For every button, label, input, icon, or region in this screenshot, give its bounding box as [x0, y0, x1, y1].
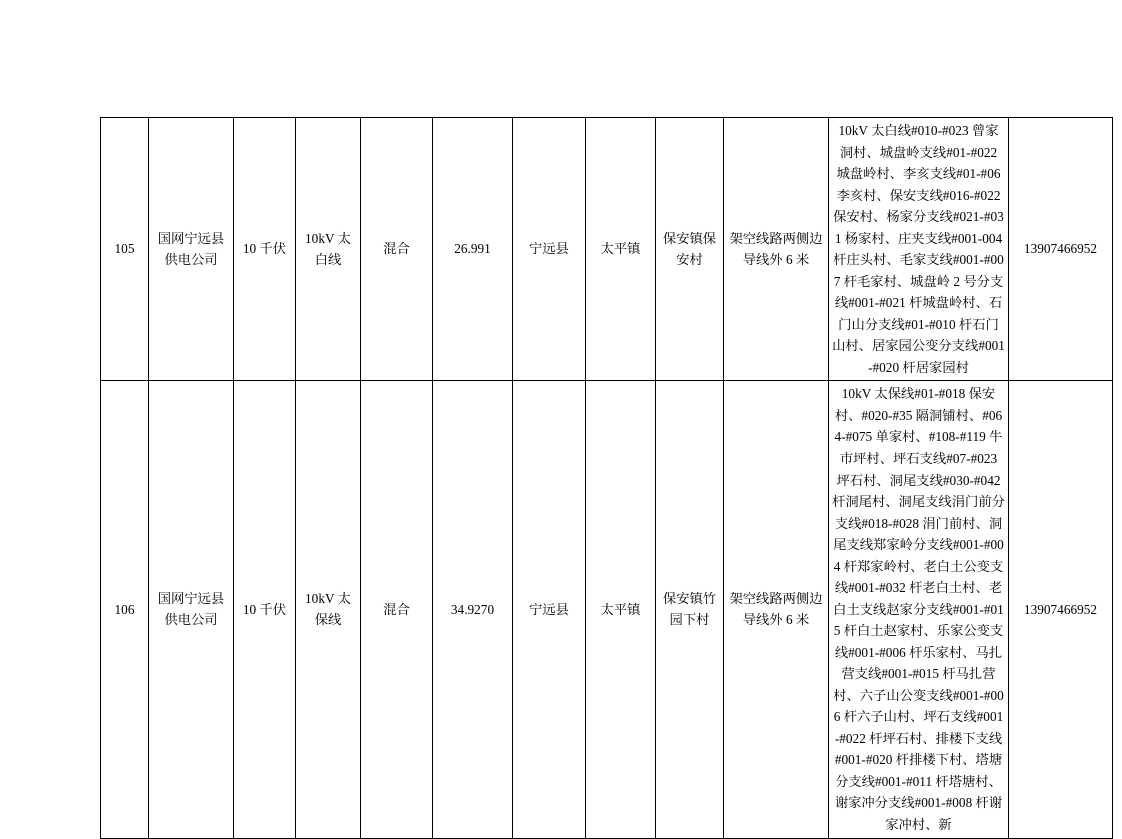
cell-index: 105: [101, 118, 149, 381]
cell-county: 宁远县: [513, 118, 586, 381]
cell-detail: 10kV 太白线#010-#023 曾家洞村、城盘岭支线#01-#022 城盘岭村、李亥支线#01-#06 李亥村、保安支线#016-#022 保安村、杨家分支线#021-#031 杨家村、庄夹支线#001-004 杆庄头村、毛家支线#001-#007 杆毛家村、城盘岭 2 号分支线#001-#021 杆城盘岭村、石门山分支线#01-#010 杆石门山村、居家园公变分支线#001-#020 杆居家园村: [829, 118, 1009, 381]
cell-town: 太平镇: [586, 118, 656, 381]
cell-detail: 10kV 太保线#01-#018 保安村、#020-#35 隔洞铺村、#064-#075 单家村、#108-#119 牛市坪村、坪石支线#07-#023 坪石村、洞尾支线#030-#042 杆洞尾村、洞尾支线涓门前分支线#018-#028 涓门前村、洞尾支线郑家岭分支线#001-#004 杆郑家岭村、老白土公变支线#001-#032 杆老白土村、老白土支线赵家分支线#001-#015 杆白土赵家村、乐家公变支线#001-#006 杆乐家村、马扎营支线#001-#015 杆马扎营村、六子山公变支线#001-#006 杆六子山村、坪石支线#001-#022 杆坪石村、排楼下支线#001-#020 杆排楼下村、塔塘分支线#001-#011 杆塔塘村、谢家冲分支线#001-#008 杆谢家冲村、新: [829, 381, 1009, 838]
cell-length: 26.991: [433, 118, 513, 381]
cell-line-name: 10kV 太白线: [296, 118, 361, 381]
cell-county: 宁远县: [513, 381, 586, 838]
cell-village: 保安镇竹园下村: [656, 381, 724, 838]
cell-village: 保安镇保安村: [656, 118, 724, 381]
cell-phone: 13907466952: [1009, 381, 1113, 838]
cell-company: 国网宁远县供电公司: [149, 118, 234, 381]
cell-line-name: 10kV 太保线: [296, 381, 361, 838]
cell-town: 太平镇: [586, 381, 656, 838]
cell-range: 架空线路两侧边导线外 6 米: [724, 118, 829, 381]
cell-voltage: 10 千伏: [234, 381, 296, 838]
cell-length: 34.9270: [433, 381, 513, 838]
table-container: [100, 117, 1098, 839]
power-line-table: [100, 117, 1113, 839]
cell-line-type: 混合: [361, 381, 433, 838]
table-row: [101, 118, 1113, 381]
cell-phone: 13907466952: [1009, 118, 1113, 381]
cell-company: 国网宁远县供电公司: [149, 381, 234, 838]
cell-range: 架空线路两侧边导线外 6 米: [724, 381, 829, 838]
table-row: [101, 381, 1113, 838]
cell-voltage: 10 千伏: [234, 118, 296, 381]
cell-line-type: 混合: [361, 118, 433, 381]
cell-index: 106: [101, 381, 149, 838]
